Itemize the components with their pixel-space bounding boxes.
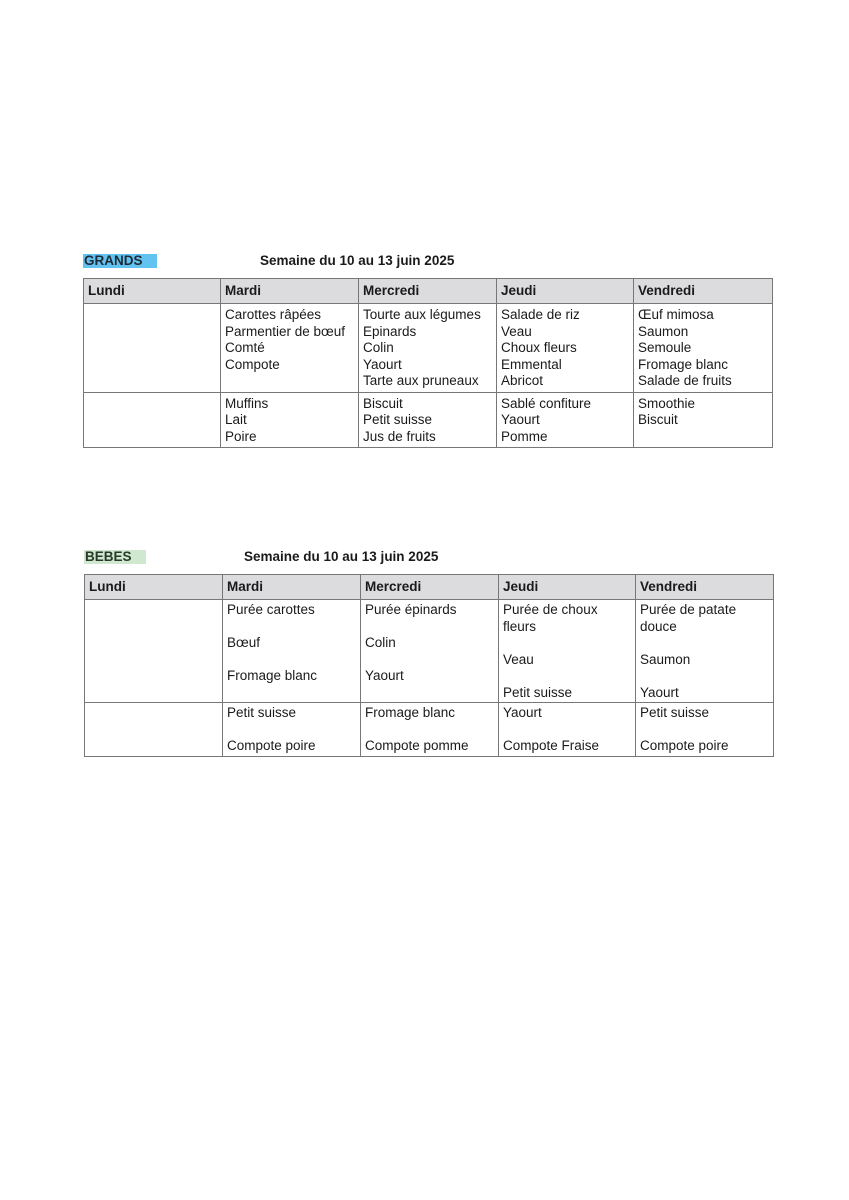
dish: Veau [501, 323, 532, 339]
spacer [503, 635, 631, 652]
day-header-jeudi: Jeudi [497, 279, 634, 304]
dish: Petit suisse [503, 684, 573, 700]
dish: Carottes râpées [225, 307, 322, 322]
week-title: Semaine du 10 au 13 juin 2025 [244, 549, 439, 564]
snack-cell-mardi [223, 703, 361, 757]
snack-cell-jeudi [497, 392, 634, 448]
dish: Yaourt [365, 668, 404, 683]
dish: Biscuit [638, 412, 678, 427]
dish: Parmentier de bœuf [225, 323, 346, 339]
lunch-row [85, 600, 774, 703]
dish: Yaourt [640, 684, 679, 700]
dish: Veau [503, 651, 534, 667]
spacer [503, 668, 631, 685]
dish: Epinards [363, 323, 417, 339]
dish: Compote [225, 356, 280, 372]
day-header-mardi: Mardi [221, 279, 359, 304]
lunch-row [84, 304, 773, 393]
day-header-mercredi: Mercredi [359, 279, 497, 304]
snack-cell-lundi [85, 703, 223, 757]
dish: Choux fleurs [501, 340, 577, 355]
snack-cell-mardi [221, 392, 359, 448]
dish: Lait [225, 412, 247, 427]
snack-row [85, 703, 774, 757]
spacer [365, 619, 494, 636]
day-header-lundi: Lundi [84, 279, 221, 304]
lunch-cell-jeudi [497, 304, 634, 393]
dish: Pomme [501, 428, 548, 444]
dish: Yaourt [503, 705, 542, 720]
lunch-cell-mardi [223, 600, 361, 703]
dish: Poire [225, 428, 257, 444]
spacer [640, 722, 769, 739]
spacer [365, 652, 494, 669]
dish: Bœuf [227, 635, 261, 650]
dish: Compote poire [227, 738, 316, 753]
dish: Semoule [638, 340, 692, 355]
dish: Colin [363, 340, 394, 355]
dish: Biscuit [363, 395, 403, 411]
dish: Tourte aux légumes [363, 307, 481, 322]
dish: Petit suisse [363, 412, 433, 427]
snack-row [84, 392, 773, 448]
dish: Saumon [638, 323, 689, 339]
dish: Muffins [225, 395, 269, 411]
dish: Fromage blanc [638, 356, 729, 372]
group-label-bebes: BEBES [84, 550, 146, 564]
menu-table-grands [83, 278, 773, 448]
bebes-menu [84, 548, 773, 757]
spacer [503, 722, 631, 739]
spacer [227, 722, 356, 739]
dish: Fromage blanc [365, 705, 456, 720]
dish: Purée carottes [227, 602, 315, 617]
spacer [227, 652, 356, 669]
header-row [84, 279, 773, 304]
lunch-cell-mercredi [359, 304, 497, 393]
dish: Tarte aux pruneaux [363, 373, 479, 388]
dish: Saumon [640, 651, 691, 667]
group-label-grands: GRANDS [83, 254, 157, 268]
header-row [85, 575, 774, 600]
dish: Comté [225, 340, 265, 355]
dish: Yaourt [501, 412, 540, 427]
spacer [227, 619, 356, 636]
dish: Compote Fraise [503, 738, 600, 753]
dish: Colin [365, 635, 396, 650]
dish: Compote poire [640, 738, 729, 753]
spacer [640, 635, 769, 652]
spacer [640, 668, 769, 685]
dish: Purée de patate douce [640, 602, 737, 634]
day-header-vendredi: Vendredi [636, 575, 774, 600]
day-header-lundi: Lundi [85, 575, 223, 600]
snack-cell-jeudi [499, 703, 636, 757]
menu-table-bebes [84, 574, 774, 757]
day-header-vendredi: Vendredi [634, 279, 773, 304]
dish: Salade de fruits [638, 373, 732, 388]
section-header [84, 548, 773, 574]
snack-cell-vendredi [634, 392, 773, 448]
day-header-mardi: Mardi [223, 575, 361, 600]
dish: Compote pomme [365, 738, 469, 753]
dish: Purée de choux fleurs [503, 602, 598, 634]
dish: Jus de fruits [363, 428, 436, 444]
snack-cell-mercredi [359, 392, 497, 448]
snack-cell-mercredi [361, 703, 499, 757]
dish: Salade de riz [501, 307, 580, 322]
dish: Yaourt [363, 356, 402, 372]
dish: Fromage blanc [227, 668, 318, 683]
snack-cell-lundi [84, 392, 221, 448]
lunch-cell-mercredi [361, 600, 499, 703]
dish: Smoothie [638, 395, 696, 411]
lunch-cell-lundi [84, 304, 221, 393]
spacer [365, 722, 494, 739]
snack-cell-vendredi [636, 703, 774, 757]
lunch-cell-vendredi [636, 600, 774, 703]
lunch-cell-jeudi [499, 600, 636, 703]
dish: Purée épinards [365, 602, 457, 617]
dish: Petit suisse [640, 705, 710, 720]
lunch-cell-vendredi [634, 304, 773, 393]
dish: Petit suisse [227, 705, 297, 720]
dish: Sablé confiture [501, 395, 592, 411]
dish: Œuf mimosa [638, 307, 714, 322]
day-header-jeudi: Jeudi [499, 575, 636, 600]
dish: Emmental [501, 356, 562, 372]
section-header [83, 252, 772, 278]
week-title: Semaine du 10 au 13 juin 2025 [260, 253, 455, 268]
dish: Abricot [501, 373, 544, 388]
grands-menu [83, 252, 772, 448]
lunch-cell-mardi [221, 304, 359, 393]
day-header-mercredi: Mercredi [361, 575, 499, 600]
lunch-cell-lundi [85, 600, 223, 703]
